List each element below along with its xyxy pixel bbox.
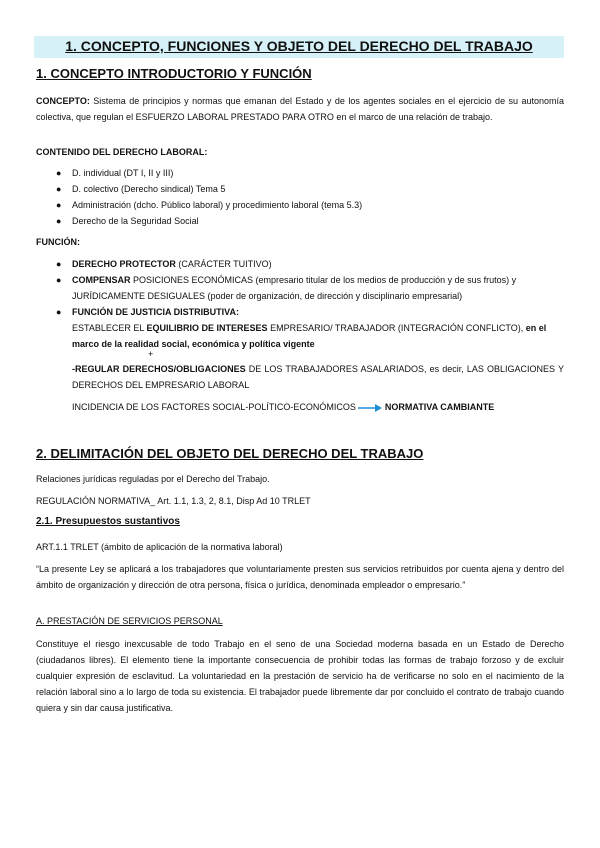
- section2-heading: 2. DELIMITACIÓN DEL OBJETO DEL DERECHO DEL TRABAJO: [36, 446, 424, 461]
- concepto-label: CONCEPTO:: [36, 96, 90, 106]
- arrow-right-icon: [358, 404, 382, 412]
- section2-p1: Relaciones jurídicas reguladas por el Derecho del Trabajo.: [36, 474, 270, 484]
- incidencia-line: [72, 399, 564, 415]
- plus-sign: +: [148, 349, 154, 359]
- quote-paragraph: “La presente Ley se aplicará a los trabajadores que voluntariamente presten sus servicios retribuidos por cuenta ajena y dentro del ámbito de organización y dirección de otra persona, física o jurídica, denominada empleador o empresario.”: [36, 564, 564, 590]
- concepto-text: Sistema de principios y normas que emanan del Estado y de los agentes sociales en el ejercicio de su autonomía colectiva, que regulan el ESFUERZO LABORAL PRESTADO PARA OTRO en el marco de una relación de trabajo.: [36, 96, 564, 122]
- incidencia-text: INCIDENCIA DE LOS FACTORES SOCIAL-POLÍTICO-ECONÓMICOS: [72, 402, 359, 412]
- section2-p2: REGULACIÓN NORMATIVA_ Art. 1.1, 1.3, 2, 8.1, Disp Ad 10 TRLET: [36, 496, 311, 506]
- funcion-label: FUNCIÓN:: [36, 237, 80, 247]
- document-title: 1. CONCEPTO, FUNCIONES Y OBJETO DEL DERECHO DEL TRABAJO: [65, 38, 533, 54]
- contenido-label: CONTENIDO DEL DERECHO LABORAL:: [36, 147, 208, 157]
- subsection-a-heading: A. PRESTACIÓN DE SERVICIOS PERSONAL: [36, 616, 223, 626]
- section1-heading: 1. CONCEPTO INTRODUCTORIO Y FUNCIÓN: [36, 66, 312, 81]
- section2-p4: Constituye el riesgo inexcusable de todo Trabajo en el seno de una Sociedad moderna basada en un Estado de Derecho (ciudadanos libres). El elemento tiene la importante consecuencia de prohibir todas las formas de trabajo forzoso y de excluir cualquier expresión de esclavitud. La voluntariedad en la prestación de servicio ha de verificarse no solo en el nacimiento de la relación laboral sino a lo largo de toda su existencia. El trabajador puede libremente dar por concluido el contrato de trabajo cuando quiera y sin dar causa justificativa.: [36, 639, 564, 713]
- concepto-paragraph: [36, 93, 564, 125]
- section2-p3: ART.1.1 TRLET (ámbito de aplicación de la normativa laboral): [36, 542, 283, 552]
- incidencia-result: NORMATIVA CAMBIANTE: [384, 402, 495, 412]
- document-page: 1. CONCEPTO, FUNCIONES Y OBJETO DEL DERECHO DEL TRABAJO 1. CONCEPTO INTRODUCTORIO Y FUNCIÓN CONCEPTO: Sistema de principios y normas que emanan del Estado y de los agentes sociales en el ejercicio de su autonomía colectiva, que regulan el ESFUERZO LABORAL PRESTADO PARA OTRO en el marco de una relación de trabajo. CONTENIDO DEL DERECHO LABORAL: ● D. individual (DT I, II y III) ● D. colectivo (Derecho sindical) Tema 5 ● Administración (dcho. Público laboral) y procedimiento laboral (tema 5.3) ● Derecho de la Seguridad Social FUNCIÓN: ● DERECHO PROTECTOR (CARÁCTER TUITIVO) ● COMPENSAR POSICIONES ECONÓMICAS (empresario titular de los medios de producción y de sus frutos) y JURÍDICAMENTE DESIGUALES (poder de organización, de dirección y disciplinario empresarial) ● FUNCIÓN DE JUSTICIA DISTRIBUTIVA: ESTABLECER EL EQUILIBRIO DE INTERESES EMPRESARIO/ TRABAJADOR (INTEGRACIÓN CONFLICTO), en el marco de la realidad social, económica y política vigente + -REGULAR DERECHOS/OBLIGACIONES DE LOS TRABAJADORES ASALARIADOS, es decir, LAS OBLIGACIONES Y DERECHOS DEL EMPRESARIO LABORAL INCIDENCIA DE LOS FACTORES SOCIAL-POLÍTICO-ECONÓMICOS NORMATIVA CAMBIANTE 2. DELIMITACIÓN DEL OBJETO DEL DERECHO DEL TRABAJO Relaciones jurídicas reguladas por el Derecho del Trabajo. REGULACIÓN NORMATIVA_ Art. 1.1, 1.3, 2, 8.1, Disp Ad 10 TRLET 2.1. Presupuestos sustantivos ART.1.1 TRLET (ámbito de aplicación de la normativa laboral) “La presente Ley se aplicará a los trabajadores que voluntariamente presten sus servicios retribuidos por cuenta ajena y dentro del ámbito de organización y dirección de otra persona, física o jurídica, denominada empleador o empresario.” A. PRESTACIÓN DE SERVICIOS PERSONAL Constituye el riesgo inexcusable de todo Trabajo en el seno de una Sociedad moderna basada en un Estado de Derecho (ciudadanos libres). El elemento tiene la importante consecuencia de prohibir todas las formas de trabajo forzoso y de excluir cualquier expresión de esclavitud. La voluntariedad en la prestación de servicio ha de verificarse no solo en el nacimiento de la relación laboral sino a lo largo de toda su existencia. El trabajador puede libremente dar por concluido el contrato de trabajo cuando quiera y sin dar causa justificativa.: [0, 0, 600, 848]
- subsection-heading: 2.1. Presupuestos sustantivos: [36, 516, 180, 527]
- regular-paragraph: -REGULAR DERECHOS/OBLIGACIONES DE LOS TRABAJADORES ASALARIADOS, es decir, LAS OBLIGACIONES Y DERECHOS DEL EMPRESARIO LABORAL: [72, 364, 565, 390]
